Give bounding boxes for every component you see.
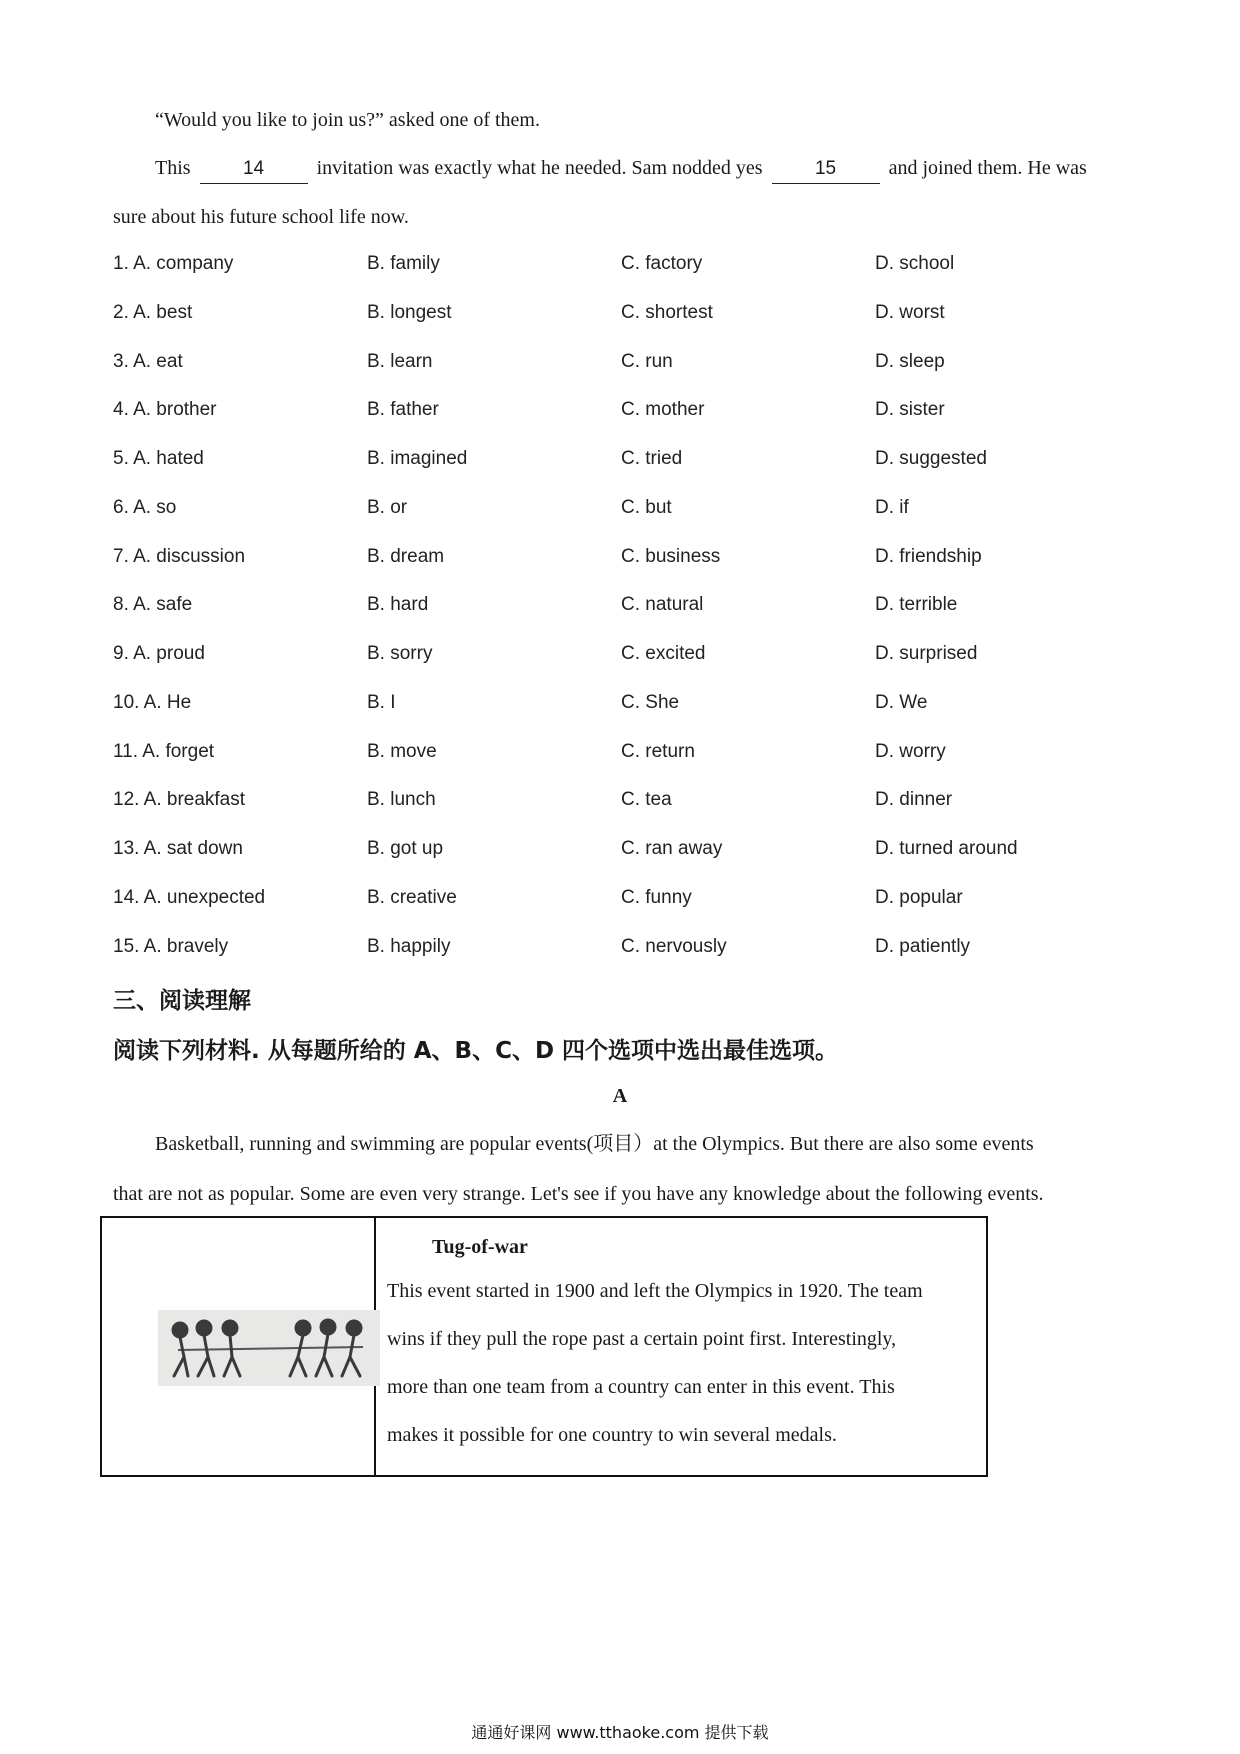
option-b: B. or: [367, 497, 408, 518]
option-a: 9. A. proud: [113, 643, 205, 664]
option-a: 14. A. unexpected: [113, 887, 266, 908]
option-row: [113, 351, 1113, 381]
option-c: C. tea: [621, 789, 672, 810]
event-title: Tug-of-war: [432, 1236, 528, 1258]
option-b: B. hard: [367, 594, 429, 615]
option-c: C. natural: [621, 594, 704, 615]
option-c: C. ran away: [621, 838, 723, 859]
footer-watermark: 通通好课网 www.tthaoke.com 提供下载: [471, 1723, 769, 1742]
option-c: C. business: [621, 546, 721, 567]
option-d: D. worst: [875, 302, 945, 323]
option-d: D. sister: [875, 399, 945, 420]
option-d: D. surprised: [875, 643, 978, 664]
blank-14: 14: [200, 155, 308, 184]
event-text-line: This event started in 1900 and left the Olympics in 1920. The team: [387, 1280, 923, 1302]
option-b: B. move: [367, 741, 437, 762]
option-b: B. I: [367, 692, 396, 713]
option-a: 2. A. best: [113, 302, 193, 323]
option-row: [113, 302, 1113, 332]
option-a: 15. A. bravely: [113, 936, 229, 957]
option-row: [113, 497, 1113, 527]
option-a: 3. A. eat: [113, 351, 183, 372]
option-a: 5. A. hated: [113, 448, 204, 469]
option-a: 13. A. sat down: [113, 838, 243, 859]
option-d: D. sleep: [875, 351, 945, 372]
option-c: C. funny: [621, 887, 692, 908]
event-text-line: wins if they pull the rope past a certain point first. Interestingly,: [387, 1328, 897, 1350]
option-row: [113, 838, 1113, 868]
blank-15: 15: [772, 155, 880, 184]
option-row: [113, 887, 1113, 917]
option-c: C. factory: [621, 253, 703, 274]
option-c: C. tried: [621, 448, 683, 469]
option-d: D. suggested: [875, 448, 987, 469]
passage-line-3: sure about his future school life now.: [113, 206, 409, 228]
event-text-line: more than one team from a country can enter in this event. This: [387, 1376, 895, 1398]
option-c: C. but: [621, 497, 672, 518]
option-row: [113, 448, 1113, 478]
option-row: [113, 692, 1113, 722]
option-row: [113, 789, 1113, 819]
option-d: D. turned around: [875, 838, 1018, 859]
option-d: D. school: [875, 253, 955, 274]
option-b: B. got up: [367, 838, 444, 859]
option-a: 10. A. He: [113, 692, 192, 713]
option-b: B. longest: [367, 302, 452, 323]
option-b: B. family: [367, 253, 440, 274]
option-d: D. dinner: [875, 789, 953, 810]
option-d: D. friendship: [875, 546, 982, 567]
option-row: [113, 594, 1113, 624]
passage-line-2: [155, 154, 1087, 184]
option-b: B. sorry: [367, 643, 433, 664]
option-d: D. popular: [875, 887, 963, 908]
option-row: [113, 253, 1113, 283]
option-c: C. mother: [621, 399, 705, 420]
option-b: B. imagined: [367, 448, 468, 469]
option-c: C. excited: [621, 643, 706, 664]
option-b: B. dream: [367, 546, 445, 567]
passage-text: and joined them. He was: [888, 157, 1087, 179]
event-text-line: makes it possible for one country to win several medals.: [387, 1424, 837, 1446]
option-b: B. learn: [367, 351, 433, 372]
part-label: A: [612, 1085, 628, 1107]
event-table: [100, 1216, 988, 1477]
passage-line-1: “Would you like to join us?” asked one of them.: [155, 109, 540, 131]
passage-text: invitation was exactly what he needed. Sam nodded yes: [316, 157, 763, 179]
option-c: C. run: [621, 351, 673, 372]
reading-intro-line-2: that are not as popular. Some are even very strange. Let's see if you have any knowledge about the following events.: [113, 1183, 1044, 1205]
reading-intro-line-1: Basketball, running and swimming are popular events(项目）at the Olympics. But there are also some events: [155, 1133, 1034, 1155]
option-c: C. return: [621, 741, 695, 762]
option-row: [113, 936, 1113, 966]
option-c: C. She: [621, 692, 680, 713]
option-b: B. happily: [367, 936, 451, 957]
option-row: [113, 399, 1113, 429]
option-a: 6. A. so: [113, 497, 177, 518]
option-a: 12. A. breakfast: [113, 789, 246, 810]
option-a: 4. A. brother: [113, 399, 217, 420]
option-d: D. if: [875, 497, 909, 518]
section-title: 三、阅读理解: [113, 988, 251, 1014]
option-a: 8. A. safe: [113, 594, 193, 615]
passage-text: This: [155, 157, 191, 179]
option-d: D. terrible: [875, 594, 958, 615]
option-row: [113, 546, 1113, 576]
tug-of-war-illustration: [158, 1310, 380, 1386]
option-b: B. father: [367, 399, 439, 420]
option-a: 1. A. company: [113, 253, 234, 274]
option-a: 7. A. discussion: [113, 546, 246, 567]
option-b: B. creative: [367, 887, 457, 908]
option-a: 11. A. forget: [113, 741, 215, 762]
option-c: C. shortest: [621, 302, 713, 323]
option-b: B. lunch: [367, 789, 436, 810]
option-c: C. nervously: [621, 936, 727, 957]
option-d: D. worry: [875, 741, 946, 762]
section-instruction: 阅读下列材料. 从每题所给的 A、B、C、D 四个选项中选出最佳选项。: [113, 1038, 839, 1064]
option-row: [113, 741, 1113, 771]
option-d: D. patiently: [875, 936, 971, 957]
option-d: D. We: [875, 692, 928, 713]
option-row: [113, 643, 1113, 673]
